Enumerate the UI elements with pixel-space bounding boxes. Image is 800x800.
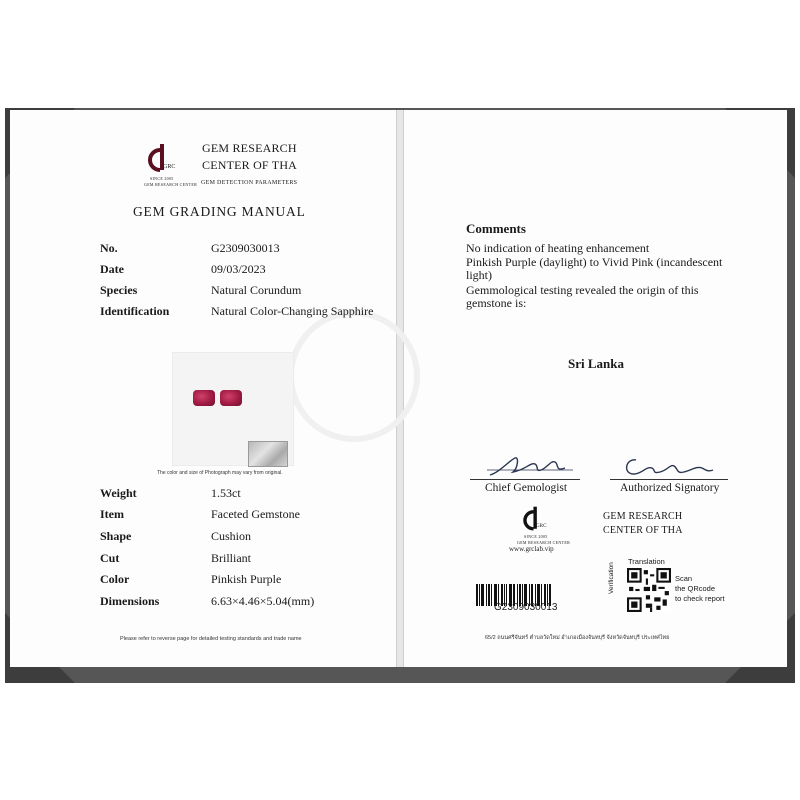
field-value-color: Pinkish Purple: [211, 572, 282, 586]
seal-watermark: [288, 310, 420, 442]
hologram-sticker: [248, 441, 288, 467]
comment-line-3: Gemmological testing revealed the origin of this gemstone is:: [466, 283, 699, 310]
org-name-line2: CENTER OF THA: [202, 158, 298, 172]
field-value-identification: Natural Color-Changing Sapphire: [211, 304, 374, 318]
field-value-weight: 1.53ct: [211, 486, 241, 500]
field-value-shape: Cushion: [211, 529, 252, 543]
field-label-date: Date: [100, 262, 124, 276]
qr-translation-label: Translation: [628, 557, 665, 566]
field-label-species: Species: [100, 283, 138, 297]
comments-heading: Comments: [466, 221, 526, 236]
field-value-date: 09/03/2023: [211, 262, 266, 276]
field-value-dimensions: 6.63×4.46×5.04(mm): [211, 594, 315, 608]
right-certificate-page: [400, 110, 787, 667]
photo-caption: The color and size of Photograph may vary from original.: [157, 470, 283, 476]
field-value-item: Faceted Gemstone: [211, 507, 300, 521]
field-value-cut: Brilliant: [211, 551, 251, 565]
footer-org-line2: CENTER OF THA: [603, 525, 683, 536]
authorized-signatory-signature: [618, 452, 718, 480]
reverse-page-footnote: Please refer to reverse page for detailed testing standards and trade name: [120, 636, 302, 642]
logo-org-text: GEM RESEARCH CENTER: [144, 182, 198, 187]
authorized-signatory-label: Authorized Signatory: [620, 482, 720, 494]
gemstone-image-1: [193, 390, 215, 406]
field-label-color: Color: [100, 572, 130, 586]
comment-line-1: No indication of heating enhancement: [466, 241, 650, 255]
document-title: GEM GRADING MANUAL: [133, 204, 306, 219]
field-label-item: Item: [100, 507, 124, 521]
logo-since-text: SINCE 2005: [150, 176, 174, 181]
org-name-line1: GEM RESEARCH: [202, 141, 297, 155]
chief-gemologist-signature: [485, 450, 575, 480]
field-label-dimensions: Dimensions: [100, 594, 160, 608]
footer-logo-org: GEM RESEARCH CENTER: [517, 540, 571, 545]
website-url: www.grclab.vip: [509, 545, 554, 553]
field-value-no: G2309030013: [211, 241, 280, 255]
footer-logo-since: SINCE 2005: [524, 534, 548, 539]
chief-signature-line: [470, 479, 580, 480]
qr-verification-label: Verification: [608, 562, 615, 594]
qr-scan-line3: to check report: [675, 594, 725, 603]
lab-address: 65/2 ถนนศรีจันทร์ ตำบลวัดใหม่ อำเภอเมืองจันทบุรี จังหวัดจันทบุรี ประเทศไทย: [485, 635, 670, 641]
field-label-shape: Shape: [100, 529, 132, 543]
comment-line-2: Pinkish Purple (daylight) to Vivid Pink (incandescent light): [466, 255, 723, 282]
qr-scan-line2: the QRcode: [675, 584, 716, 593]
svg-text:GRC: GRC: [163, 164, 176, 170]
field-label-no: No.: [100, 241, 118, 255]
qr-code-icon: [627, 568, 671, 612]
footer-org-line1: GEM RESEARCH: [603, 511, 683, 522]
svg-text:GRC: GRC: [536, 523, 547, 530]
origin-country: Sri Lanka: [568, 356, 624, 371]
barcode-number: G2309030013: [494, 602, 558, 613]
qr-scan-line1: Scan: [675, 574, 693, 583]
field-value-species: Natural Corundum: [211, 283, 302, 297]
field-label-weight: Weight: [100, 486, 137, 500]
authorized-signature-line: [610, 479, 728, 480]
field-label-cut: Cut: [100, 551, 120, 565]
chief-gemologist-label: Chief Gemologist: [485, 482, 568, 494]
field-label-identification: Identification: [100, 304, 170, 318]
org-subtitle: GEM DETECTION PARAMETERS: [201, 180, 298, 186]
gemstone-image-2: [220, 390, 242, 406]
